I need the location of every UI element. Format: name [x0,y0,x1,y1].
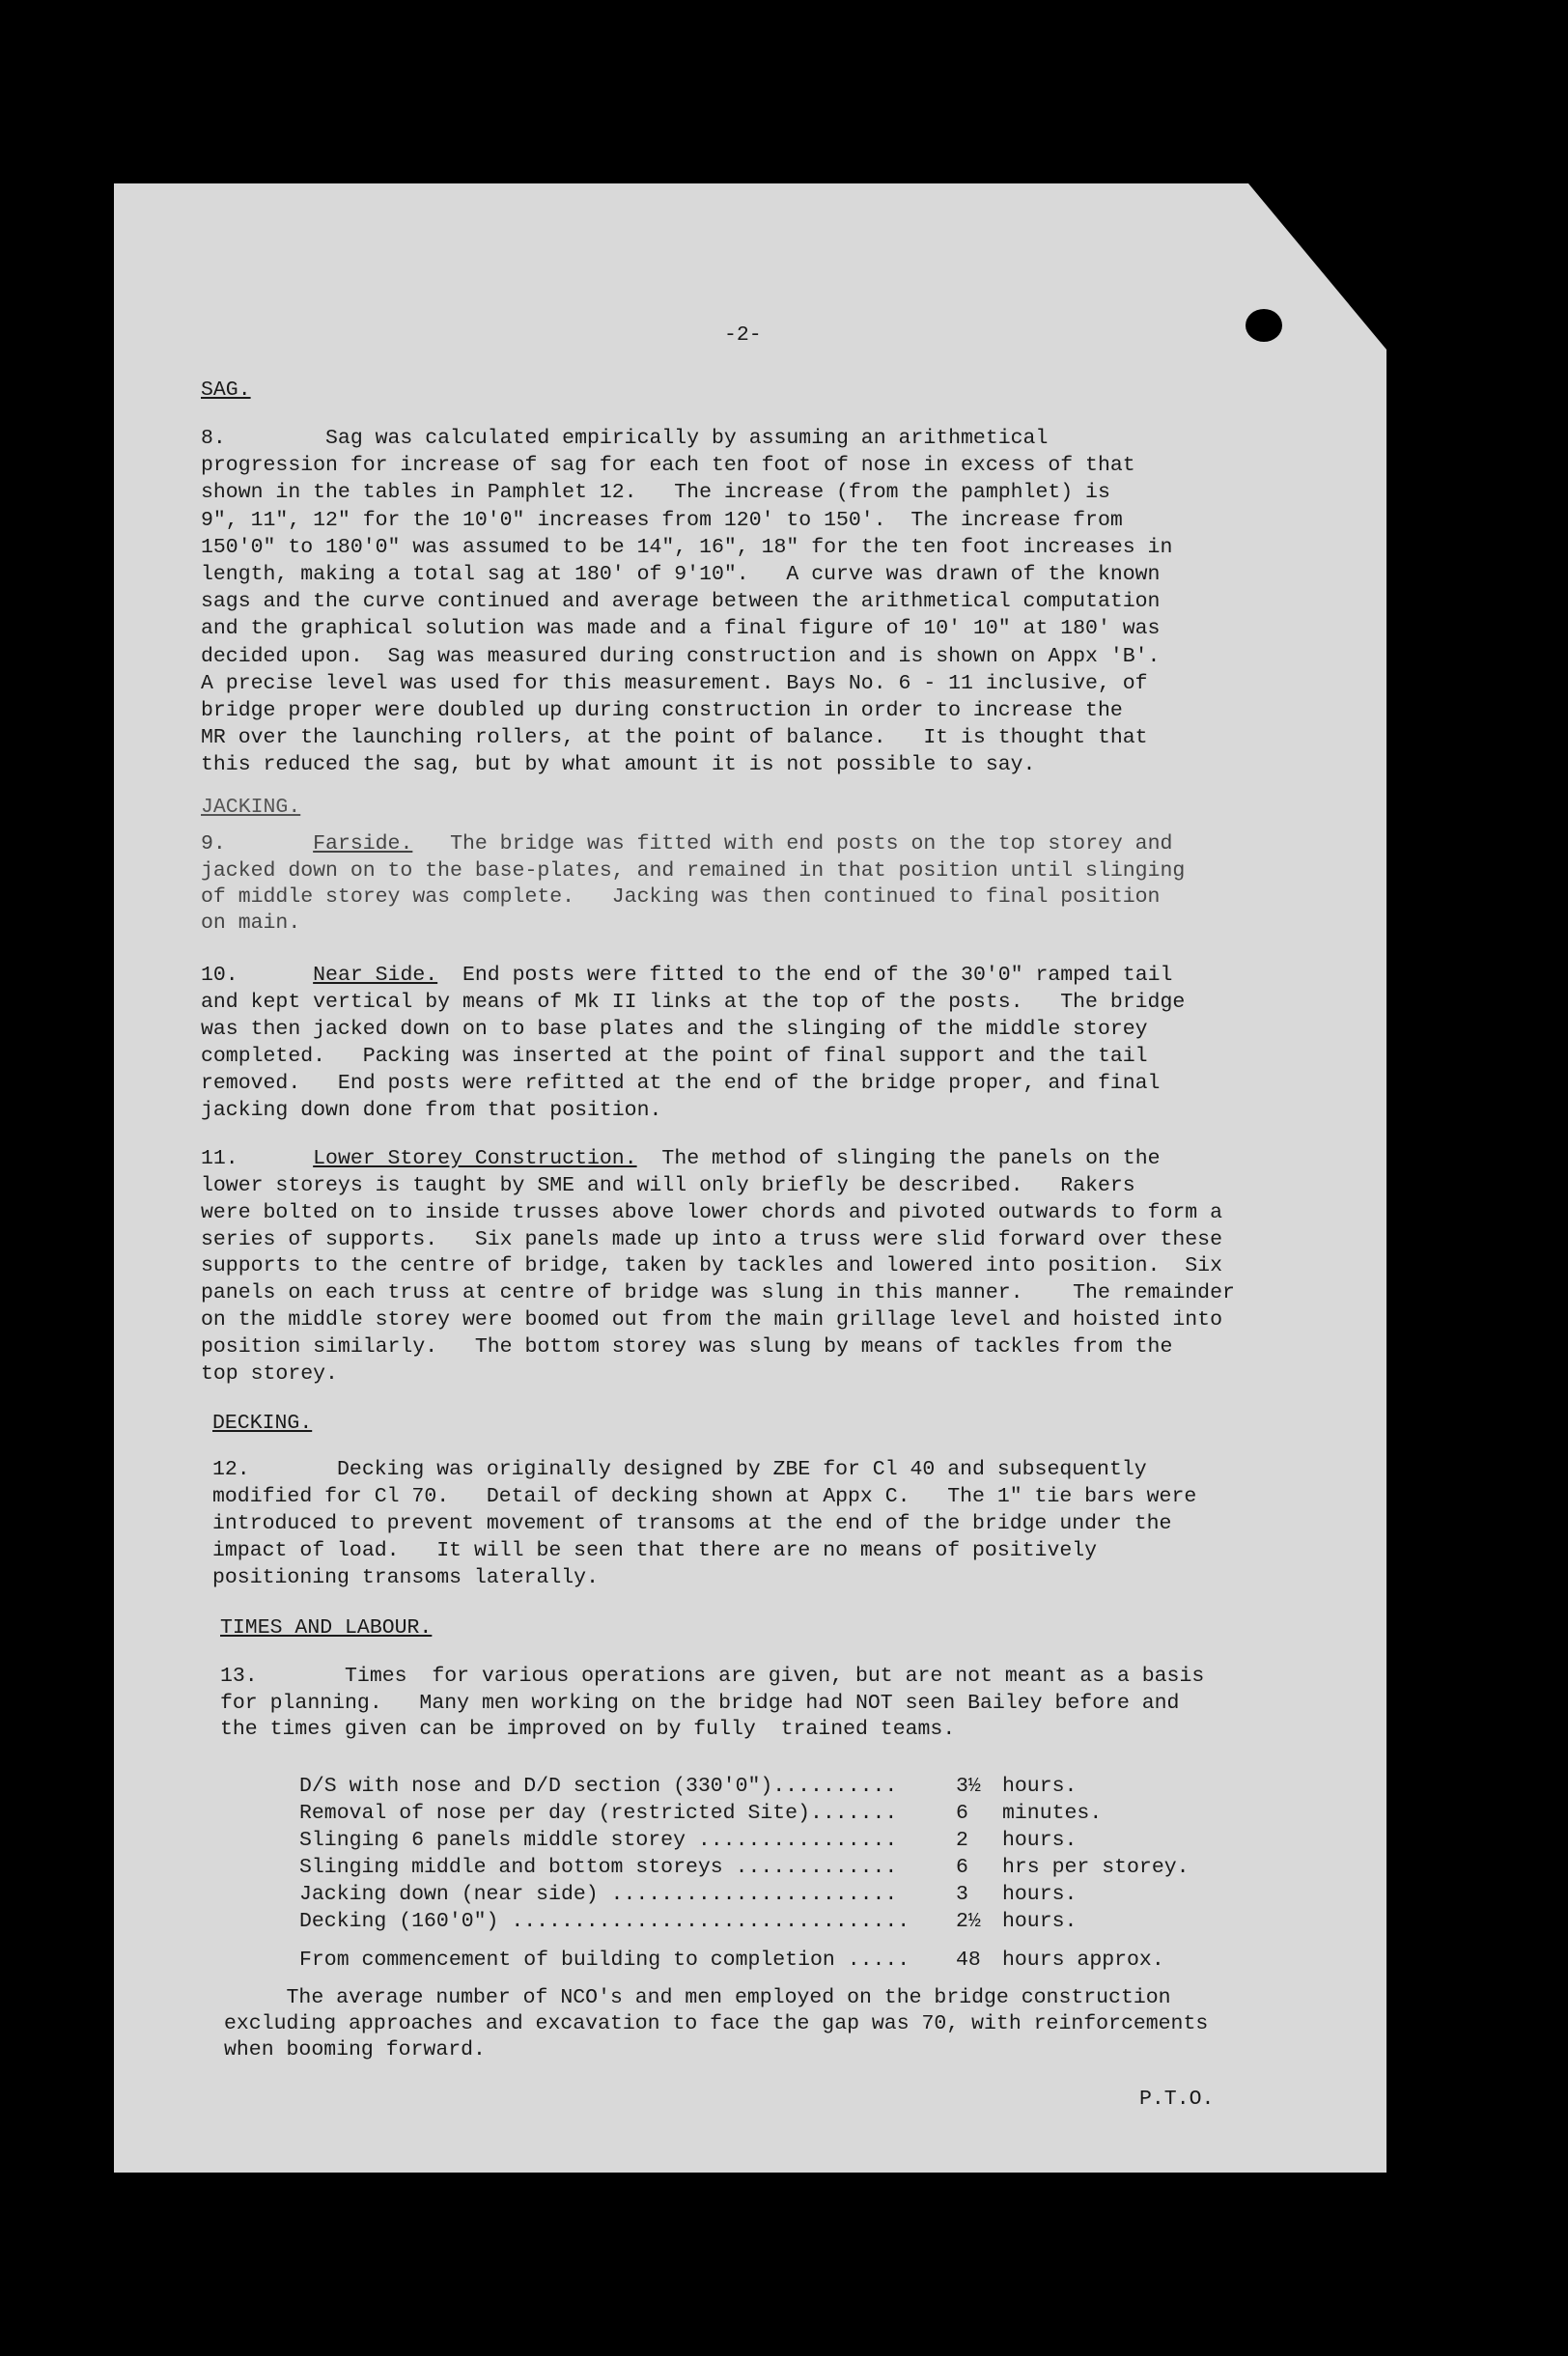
times-row-qty: 6 [956,1802,968,1825]
section-heading-times-and-labour: TIMES AND LABOUR. [220,1616,433,1640]
text-line: introduced to prevent movement of transoms at the end of the bridge under the [212,1512,1172,1535]
text-line: top storey. [201,1361,338,1386]
paragraph-11-title: Lower Storey Construction. [313,1147,637,1170]
paragraph-10-line-1: 10. Near Side. End posts were fitted to the end of the 30'0" ramped tail [201,964,1173,987]
text-line: The average number of NCO's and men employed on the bridge construction [224,1986,1171,2009]
times-row-label: Removal of nose per day (restricted Site)....... [299,1802,898,1825]
text-line: MR over the launching rollers, at the point of balance. It is thought that [201,726,1148,750]
section-heading-jacking: JACKING. [201,796,301,819]
text-line: the times given can be improved on by fully trained teams. [220,1718,956,1741]
total-row-unit: hours approx. [1002,1949,1164,1972]
times-row-unit: hours. [1002,1775,1078,1798]
text-line: on the middle storey were boomed out from the main grillage level and hoisted into [201,1308,1222,1332]
paragraph-9-line-1: 9. Farside. The bridge was fitted with end posts on the top storey and [201,832,1173,855]
text-line: panels on each truss at centre of bridge was slung in this manner. The remainder [201,1281,1235,1305]
times-row-unit: hrs per storey. [1002,1856,1190,1879]
text-line: length, making a total sag at 180' of 9'10". A curve was drawn of the known [201,563,1161,586]
total-row-label: From commencement of building to completion ..... [299,1949,910,1972]
text-line: were bolted on to inside trusses above lower chords and pivoted outwards to form a [201,1200,1222,1224]
section-heading-decking: DECKING. [212,1412,313,1435]
text-line: impact of load. It will be seen that there are no means of positively [212,1539,1098,1562]
text-line: A precise level was used for this measurement. Bays No. 6 - 11 inclusive, of [201,671,1148,695]
text-line: series of supports. Six panels made up into a truss were slid forward over these [201,1227,1222,1251]
times-row-unit: hours. [1002,1910,1078,1933]
paragraph-11-line-1: 11. Lower Storey Construction. The method of slinging the panels on the [201,1147,1161,1170]
paragraph-10-title: Near Side. [313,964,438,987]
text-line: position similarly. The bottom storey was slung by means of tackles from the [201,1334,1173,1359]
section-heading-sag: SAG. [201,379,251,402]
text-line: of middle storey was complete. Jacking was then continued to final position [201,885,1161,909]
times-row-label: Slinging 6 panels middle storey ................ [299,1829,898,1852]
text-line: 12. Decking was originally designed by ZBE for Cl 40 and subsequently [212,1458,1147,1481]
text-line: was then jacked down on to base plates and the slinging of the middle storey [201,1018,1148,1041]
text-line: for planning. Many men working on the bridge had NOT seen Bailey before and [220,1691,1180,1715]
times-row-qty: 6 [956,1856,968,1879]
text-line: bridge proper were doubled up during construction in order to increase the [201,699,1123,722]
times-row-unit: hours. [1002,1883,1078,1906]
text-line: on main. [201,912,301,935]
text-line: this reduced the sag, but by what amount it is not possible to say. [201,753,1036,777]
punch-hole [1246,309,1282,342]
text-line: 9", 11", 12" for the 10'0" increases from 120' to 150'. The increase from [201,508,1123,532]
text-line: 8. Sag was calculated empirically by assuming an arithmetical [201,427,1049,450]
text-line: modified for Cl 70. Detail of decking shown at Appx C. The 1" tie bars were [212,1485,1197,1508]
times-row-label: Slinging middle and bottom storeys ............. [299,1856,898,1879]
times-row-qty: 2½ [956,1910,981,1933]
text-line: jacking down done from that position. [201,1099,662,1122]
times-row-unit: minutes. [1002,1802,1103,1825]
text-line: jacked down on to the base-plates, and remained in that position until slinging [201,859,1186,883]
pto-note: P.T.O. [1139,2088,1215,2111]
text-line: positioning transoms laterally. [212,1566,599,1589]
text-line: progression for increase of sag for each ten foot of nose in excess of that [201,454,1135,478]
text-line: excluding approaches and excavation to face the gap was 70, with reinforcements [224,2012,1209,2035]
times-row-label: Jacking down (near side) ....................... [299,1883,898,1906]
times-row-qty: 3½ [956,1775,981,1798]
total-row-qty: 48 [956,1949,981,1972]
text-line: lower storeys is taught by SME and will only briefly be described. Rakers [201,1174,1135,1197]
text-line: completed. Packing was inserted at the point of final support and the tail [201,1045,1148,1068]
text-line: shown in the tables in Pamphlet 12. The increase (from the pamphlet) is [201,481,1110,505]
times-row-label: Decking (160'0") ................................ [299,1910,910,1933]
times-row-qty: 3 [956,1883,968,1906]
text-line: 13. Times for various operations are given, but are not meant as a basis [220,1665,1205,1688]
text-line: decided upon. Sag was measured during construction and is shown on Appx 'B'. [201,644,1161,668]
times-row-unit: hours. [1002,1829,1078,1852]
text-line: removed. End posts were refitted at the end of the bridge proper, and final [201,1072,1161,1095]
times-row-qty: 2 [956,1829,968,1852]
times-row-label: D/S with nose and D/D section (330'0").......... [299,1775,898,1798]
text-line: 150'0" to 180'0" was assumed to be 14", 16", 18" for the ten foot increases in [201,535,1173,559]
text-line: when booming forward. [224,2038,486,2062]
paragraph-9-title: Farside. [313,832,413,855]
text-line: supports to the centre of bridge, taken by tackles and lowered into position. Six [201,1254,1222,1278]
text-line: and the graphical solution was made and a final figure of 10' 10" at 180' was [201,617,1161,641]
page-number: -2- [724,323,762,347]
text-line: and kept vertical by means of Mk II links at the top of the posts. The bridge [201,991,1186,1014]
text-line: sags and the curve continued and average between the arithmetical computation [201,590,1161,614]
